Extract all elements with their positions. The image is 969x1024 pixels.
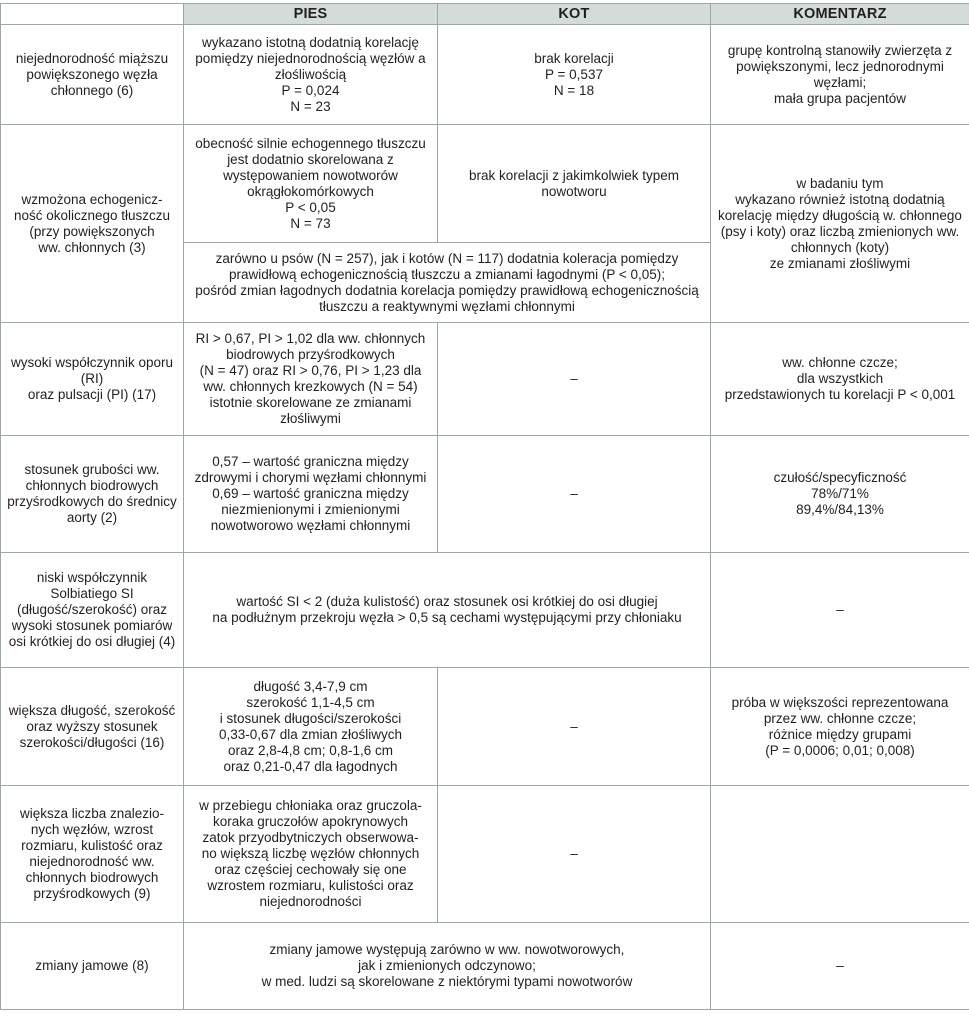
- cell-kot: –: [438, 668, 711, 786]
- cell-komentarz: –: [711, 923, 969, 1010]
- cell-pies: długość 3,4-7,9 cm szerokość 1,1-4,5 cm i stosunek długości/szerokości 0,33-0,67 dla zmian złośliwych oraz 2,8-4,8 cm; 0,8-1,6 cm oraz 0,21-0,47 dla łagodnych: [184, 668, 438, 786]
- cell-shared: zmiany jamowe występują zarówno w ww. nowotworowych, jak i zmienionych odczynowo; w med. ludzi są skorelowane z niektórymi typami nowotworów: [184, 923, 711, 1010]
- cell-kot: brak korelacji P = 0,537 N = 18: [438, 25, 711, 125]
- cell-pies: RI > 0,67, PI > 1,02 dla ww. chłonnych biodrowych przyśrodkowych (N = 47) oraz RI > 0,76, PI > 1,23 dla ww. chłonnych krezkowych (N = 54) istotnie skorelowane ze zmianami złośliwymi: [184, 323, 438, 436]
- table-row: [1, 125, 969, 243]
- header-row: [1, 4, 969, 25]
- table-row: [1, 323, 969, 436]
- table-row: [1, 923, 969, 1010]
- table-row: [1, 553, 969, 668]
- cell-kot: –: [438, 323, 711, 436]
- table-row: [1, 668, 969, 786]
- cell-komentarz: [711, 786, 969, 923]
- cell-kot: brak korelacji z jakimkolwiek typem nowotworu: [438, 125, 711, 243]
- cell-komentarz: próba w większości reprezentowana przez ww. chłonne czcze; różnice między grupami (P = 0,0006; 0,01; 0,008): [711, 668, 969, 786]
- cell-komentarz: –: [711, 553, 969, 668]
- comparison-table: [0, 3, 969, 1010]
- table-row: [1, 786, 969, 923]
- row-label: większa liczba znalezio- nych węzłów, wzrost rozmiaru, kulistość oraz niejednorodność ww. chłonnych biodrowych przyśrodkowych (9): [1, 786, 184, 923]
- row-label: niski współczynnik Solbiatiego SI (długość/szerokość) oraz wysoki stosunek pomiarów osi krótkiej do osi długiej (4): [1, 553, 184, 668]
- row-label: wzmożona echogenicz- ność okolicznego tłuszczu (przy powiększonych ww. chłonnych (3): [1, 125, 184, 323]
- table-row: [1, 436, 969, 553]
- header-pies: PIES: [184, 4, 438, 25]
- header-komentarz: KOMENTARZ: [711, 4, 969, 25]
- cell-komentarz: grupę kontrolną stanowiły zwierzęta z powiększonymi, lecz jednorodnymi węzłami; mała grupa pacjentów: [711, 25, 969, 125]
- header-kot: KOT: [438, 4, 711, 25]
- cell-shared: zarówno u psów (N = 257), jak i kotów (N = 117) dodatnia koleracja pomiędzy prawidłową echogenicznością tłuszczu a zmianami łagodnymi (P < 0,05); pośród zmian łagodnych dodatnia korelacja pomiędzy prawidłową echogenicznością tłuszczu a reaktywnymi węzłami chłonnymi: [184, 243, 711, 323]
- cell-komentarz: ww. chłonne czcze; dla wszystkich przedstawionych tu korelacji P < 0,001: [711, 323, 969, 436]
- header-blank: [1, 4, 184, 25]
- cell-kot: –: [438, 786, 711, 923]
- cell-komentarz: w badaniu tym wykazano również istotną dodatnią korelację między długością w. chłonnego (psy i koty) oraz liczbą zmienionych ww. chłonnych (koty) ze zmianami złośliwymi: [711, 125, 969, 323]
- cell-komentarz: czułość/specyficzność 78%/71% 89,4%/84,13%: [711, 436, 969, 553]
- cell-shared: wartość SI < 2 (duża kulistość) oraz stosunek osi krótkiej do osi długiej na podłużnym przekroju węzła > 0,5 są cechami występującymi przy chłoniaku: [184, 553, 711, 668]
- table-row: [1, 25, 969, 125]
- cell-pies: 0,57 – wartość graniczna między zdrowymi i chorymi węzłami chłonnymi 0,69 – wartość graniczna między niezmienionymi i zmienionymi nowotworowo węzłami chłonnymi: [184, 436, 438, 553]
- cell-pies: obecność silnie echogennego tłuszczu jest dodatnio skorelowana z występowaniem nowotworów okrągłokomórkowych P < 0,05 N = 73: [184, 125, 438, 243]
- row-label: niejednorodność miąższu powiększonego węzła chłonnego (6): [1, 25, 184, 125]
- cell-pies: wykazano istotną dodatnią korelację pomiędzy niejednorodnością węzłów a złośliwością P = 0,024 N = 23: [184, 25, 438, 125]
- row-label: większa długość, szerokość oraz wyższy stosunek szerokości/długości (16): [1, 668, 184, 786]
- cell-pies: w przebiegu chłoniaka oraz gruczola- koraka gruczołów apokrynowych zatok przyodbytniczych obserwowa- no większą liczbę węzłów chłonnych oraz częściej cechowały się one wzrostem rozmiaru, kulistości oraz niejednorodności: [184, 786, 438, 923]
- row-label: zmiany jamowe (8): [1, 923, 184, 1010]
- cell-kot: –: [438, 436, 711, 553]
- row-label: stosunek grubości ww. chłonnych biodrowych przyśrodkowych do średnicy aorty (2): [1, 436, 184, 553]
- row-label: wysoki współczynnik oporu (RI) oraz pulsacji (PI) (17): [1, 323, 184, 436]
